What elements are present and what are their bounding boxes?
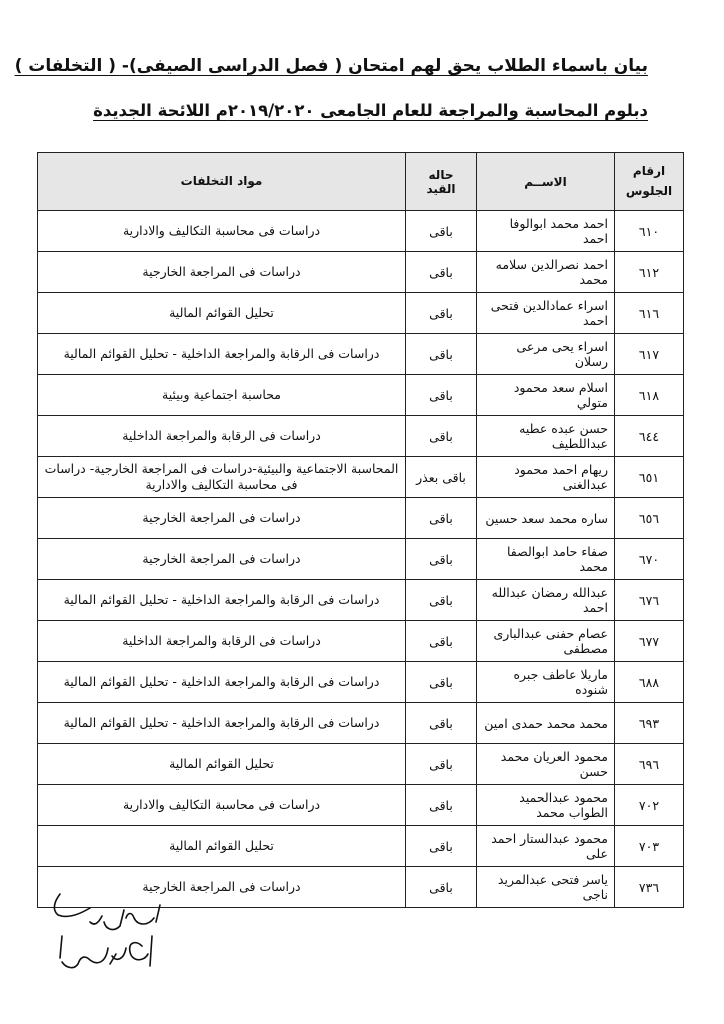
- header-seat-number: ارقام الجلوس: [615, 153, 684, 211]
- enrollment-status: باقى: [406, 744, 477, 785]
- enrollment-status: باقى: [406, 498, 477, 539]
- header-name: الاســم: [477, 153, 615, 211]
- enrollment-status: باقى: [406, 539, 477, 580]
- student-name: احمد محمد ابوالوفا احمد: [477, 211, 615, 252]
- enrollment-status: باقى: [406, 826, 477, 867]
- table-row: [38, 785, 684, 826]
- seat-number: ٧٠٢: [615, 785, 684, 826]
- failed-subjects: دراسات فى المراجعة الخارجية: [38, 539, 406, 580]
- student-name: ساره محمد سعد حسين: [477, 498, 615, 539]
- table-row: [38, 293, 684, 334]
- student-name: عصام حفنى عبدالبارى مصطفى: [477, 621, 615, 662]
- enrollment-status: باقى: [406, 416, 477, 457]
- failed-subjects: دراسات فى الرقابة والمراجعة الداخلية - تحليل القوائم المالية: [38, 662, 406, 703]
- table-row: [38, 211, 684, 252]
- student-name: اسراء يحى مرعى رسلان: [477, 334, 615, 375]
- failed-subjects: دراسات فى المراجعة الخارجية: [38, 498, 406, 539]
- seat-number: ٦٥٦: [615, 498, 684, 539]
- student-name: صفاء حامد ابوالصفا محمد: [477, 539, 615, 580]
- failed-subjects: تحليل القوائم المالية: [38, 826, 406, 867]
- table-row: [38, 498, 684, 539]
- student-name: احمد نصرالدين سلامه محمد: [477, 252, 615, 293]
- header-subjects: مواد التخلفات: [38, 153, 406, 211]
- enrollment-status: باقى بعذر: [406, 457, 477, 498]
- seat-number: ٦١٠: [615, 211, 684, 252]
- student-name: محمود العريان محمد حسن: [477, 744, 615, 785]
- seat-number: ٦٤٤: [615, 416, 684, 457]
- student-name: اسلام سعد محمود متولي: [477, 375, 615, 416]
- table-row: [38, 662, 684, 703]
- enrollment-status: باقى: [406, 785, 477, 826]
- failed-subjects: دراسات فى الرقابة والمراجعة الداخلية - تحليل القوائم المالية: [38, 580, 406, 621]
- student-name: اسراء عمادالدين فتحى احمد: [477, 293, 615, 334]
- enrollment-status: باقى: [406, 375, 477, 416]
- failed-subjects: دراسات فى المراجعة الخارجية: [38, 252, 406, 293]
- failed-subjects: دراسات فى الرقابة والمراجعة الداخلية - تحليل القوائم المالية: [38, 334, 406, 375]
- student-name: عبدالله رمضان عبدالله احمد: [477, 580, 615, 621]
- failed-subjects: دراسات فى الرقابة والمراجعة الداخلية: [38, 416, 406, 457]
- failed-subjects: المحاسبة الاجتماعية والبيئية-دراسات فى المراجعة الخارجية- دراسات فى محاسبة التكاليف والادارية: [38, 457, 406, 498]
- enrollment-status: باقى: [406, 293, 477, 334]
- seat-number: ٦٧٧: [615, 621, 684, 662]
- table-row: [38, 375, 684, 416]
- student-name: ماريلا عاطف جبره شنوده: [477, 662, 615, 703]
- seat-number: ٦٩٣: [615, 703, 684, 744]
- table-row: [38, 334, 684, 375]
- seat-number: ٧٠٣: [615, 826, 684, 867]
- enrollment-status: باقى: [406, 662, 477, 703]
- seat-number: ٦٩٦: [615, 744, 684, 785]
- table-row: [38, 539, 684, 580]
- enrollment-status: باقى: [406, 211, 477, 252]
- student-name: حسن عبده عطيه عبداللطيف: [477, 416, 615, 457]
- seat-number: ٦١٨: [615, 375, 684, 416]
- seat-number: ٦٧٦: [615, 580, 684, 621]
- seat-number: ٦١٢: [615, 252, 684, 293]
- table-row: [38, 703, 684, 744]
- failed-subjects: تحليل القوائم المالية: [38, 744, 406, 785]
- failed-subjects: دراسات فى الرقابة والمراجعة الداخلية - تحليل القوائم المالية: [38, 703, 406, 744]
- enrollment-status: باقى: [406, 867, 477, 908]
- failed-subjects: محاسبة اجتماعية وبيئية: [38, 375, 406, 416]
- failed-subjects: دراسات فى محاسبة التكاليف والادارية: [38, 785, 406, 826]
- table-row: [38, 580, 684, 621]
- table-row: [38, 621, 684, 662]
- enrollment-status: باقى: [406, 252, 477, 293]
- table-row: [38, 416, 684, 457]
- student-name: ريهام احمد محمود عبدالغنى: [477, 457, 615, 498]
- student-name: ياسر فتحى عبدالمريد ناجى: [477, 867, 615, 908]
- seat-number: ٦١٦: [615, 293, 684, 334]
- seat-number: ٧٣٦: [615, 867, 684, 908]
- header-status: حاله القيد: [406, 153, 477, 211]
- seat-number: ٦٨٨: [615, 662, 684, 703]
- seat-number: ٦٧٠: [615, 539, 684, 580]
- table-row: [38, 457, 684, 498]
- student-name: محمود عبدالحميد الطواب محمد: [477, 785, 615, 826]
- enrollment-status: باقى: [406, 334, 477, 375]
- seat-number: ٦١٧: [615, 334, 684, 375]
- student-name: محمد محمد حمدى امين: [477, 703, 615, 744]
- failed-subjects: دراسات فى المراجعة الخارجية: [38, 867, 406, 908]
- table-row: [38, 826, 684, 867]
- students-table: [37, 152, 684, 908]
- failed-subjects: دراسات فى محاسبة التكاليف والادارية: [38, 211, 406, 252]
- enrollment-status: باقى: [406, 703, 477, 744]
- failed-subjects: دراسات فى الرقابة والمراجعة الداخلية: [38, 621, 406, 662]
- enrollment-status: باقى: [406, 580, 477, 621]
- seat-number: ٦٥١: [615, 457, 684, 498]
- table-header-row: [38, 153, 684, 211]
- handwritten-signature: [50, 888, 165, 983]
- document-title: بيان باسماء الطلاب يحق لهم امتحان ( فصل الدراسى الصيفى)- ( التخلفات ): [14, 56, 648, 76]
- failed-subjects: تحليل القوائم المالية: [38, 293, 406, 334]
- document-subtitle: دبلوم المحاسبة والمراجعة للعام الجامعى ٢٠١٩/٢٠٢٠م اللائحة الجديدة: [93, 101, 648, 120]
- table-row: [38, 252, 684, 293]
- student-name: محمود عبدالستار احمد على: [477, 826, 615, 867]
- table-row: [38, 744, 684, 785]
- enrollment-status: باقى: [406, 621, 477, 662]
